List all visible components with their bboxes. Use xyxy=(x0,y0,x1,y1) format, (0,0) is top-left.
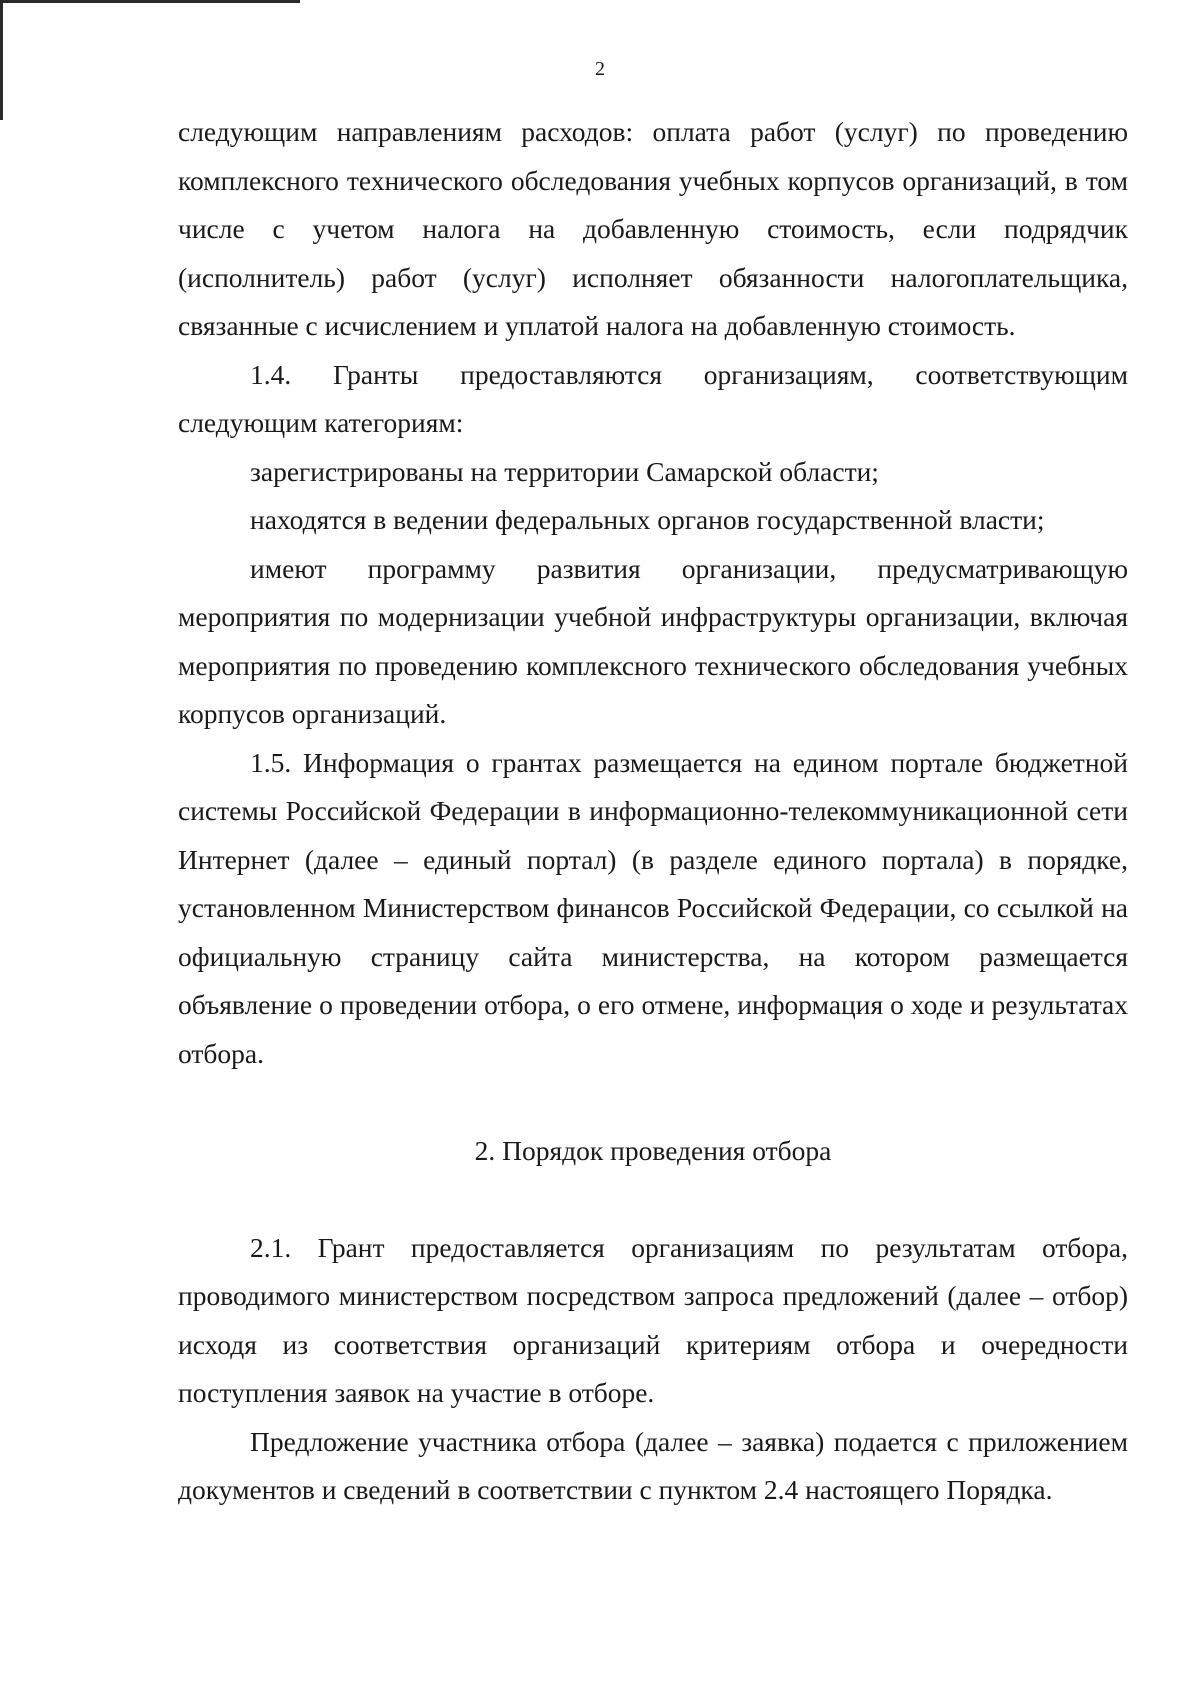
scan-edge-mark xyxy=(0,0,300,3)
paragraph-2-1: 2.1. Грант предоставляется организациям по результатам отбора, проводимого министерством посредством запроса предложений (далее – отбор) исходя из соответствия организаций критериям отбора и очередности поступления заявок на участие в отборе. xyxy=(178,1231,1128,1408)
category-item: находятся в ведении федеральных органов государственной власти; xyxy=(250,504,1045,535)
paragraph-1-5: 1.5. Информация о грантах размещается на едином портале бюджетной системы Российской Федерации в информационно-телекоммуникационной сети Интернет (далее – единый портал) (в разделе единого портала) в порядке, установленном Министерством финансов Российской Федерации, со ссылкой на официальную страницу сайта министерства, на котором размещается объявление о проведении отбора, о его отмене, информация о ходе и результатах отбора. xyxy=(178,746,1128,1069)
paragraph-1-4: 1.4. Гранты предоставляются организациям, соответствующим следующим категориям: xyxy=(178,358,1128,438)
category-item: зарегистрированы на территории Самарской области; xyxy=(250,455,879,487)
category-item: имеют программу развития организации, предусматривающую мероприятия по модернизации учебной инфраструктуры организации, включая мероприятия по проведению комплексного технического обследования учебных корпусов организаций. xyxy=(178,552,1128,729)
page-number: 2 xyxy=(595,58,605,80)
paragraph-proposal: Предложение участника отбора (далее – заявка) подается с приложением документов и сведений в соответствии с пунктом 2.4 настоящего Порядка. xyxy=(178,1425,1128,1505)
paragraph-continuation: следующим направлениям расходов: оплата работ (услуг) по проведению комплексного технического обследования учебных корпусов организаций, в том числе с учетом налога на добавленную стоимость, если подрядчик (исполнитель) работ (услуг) исполняет обязанности налогоплательщика, связанные с исчислением и уплатой налога на добавленную стоимость. xyxy=(178,116,1128,341)
section-heading: 2. Порядок проведения отбора xyxy=(474,1134,832,1166)
document-body xyxy=(178,108,1128,1515)
spacer xyxy=(178,1175,1128,1224)
spacer xyxy=(178,1078,1128,1127)
